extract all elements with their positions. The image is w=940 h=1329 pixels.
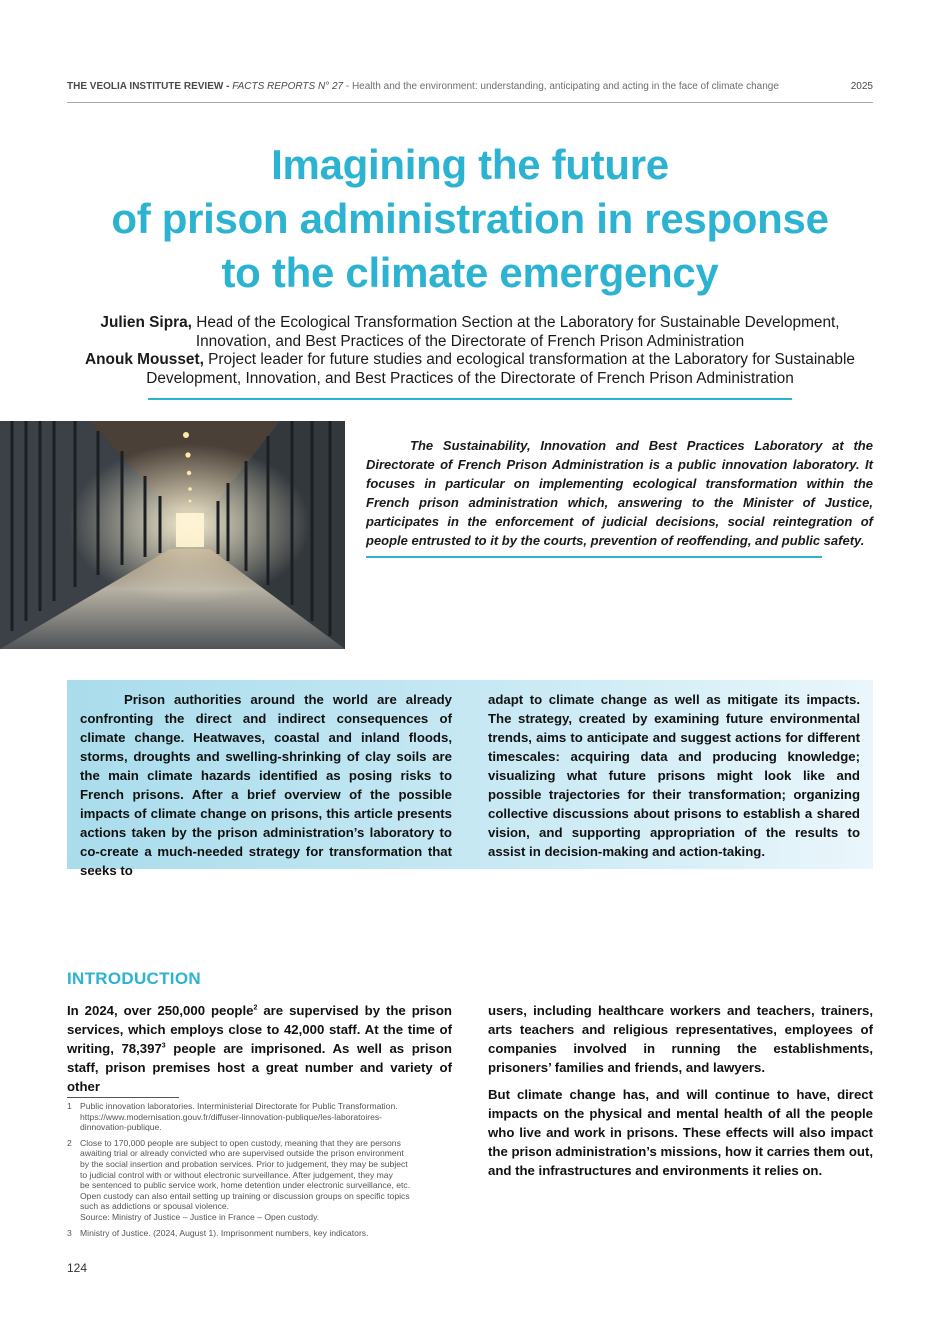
series-name: FACTS REPORTS N° 27 xyxy=(232,81,344,92)
footnote-line: be sentenced to public service work, home detention under electronic surveillance, etc. xyxy=(80,1180,411,1191)
title-line-1: Imagining the future xyxy=(271,141,669,188)
running-header xyxy=(67,81,873,103)
footnote-line: such as addictions or spousal violence. xyxy=(80,1201,230,1212)
intro-text-2: are supervised by the prison services, which employs close to 42,000 staff. At the time of writing, 78,397 xyxy=(67,1003,452,1056)
prison-corridor-photo xyxy=(0,421,345,649)
authors-divider xyxy=(148,398,792,400)
intro-text-1: In 2024, over 250,000 people xyxy=(67,1003,254,1018)
abstract-column-1 xyxy=(80,690,452,880)
footnote-divider xyxy=(67,1097,179,1098)
footnote-text xyxy=(80,1228,452,1239)
footnote-line: to judicial control with or without electronic surveillance. After judgement, they may xyxy=(80,1169,393,1180)
title-line-3: to the climate emergency xyxy=(221,249,719,296)
footnotes xyxy=(67,1101,452,1243)
footnote-text xyxy=(80,1101,452,1133)
journal-name: THE VEOLIA INSTITUTE REVIEW - xyxy=(67,81,233,92)
footnote-line: Open custody can also entail setting up training or discussion groups on specific topics xyxy=(80,1190,410,1201)
introduction-column-2 xyxy=(488,1001,873,1188)
footnote-number: 2 xyxy=(67,1137,72,1148)
section-heading-introduction: INTRODUCTION xyxy=(67,969,201,988)
page-number: 124 xyxy=(67,1261,88,1275)
footnote-link[interactable]: dinnovation-publique. xyxy=(80,1122,162,1133)
footnote-line: Public innovation laboratories. Interministerial Directorate for Public Transformation. xyxy=(80,1101,398,1111)
abstract-text-1: Prison authorities around the world are already confronting the direct and indirect consequences of climate change. Heatwaves, coastal and inland floods, storms, droughts and swelling-shrinking of clay soils are the main climate hazards identified as posing risks to French prisons. After a brief overview of the possible impacts of climate change on prisons, this article presents actions taken by the prison administration’s laboratory to co-create a much-needed strategy for transformation that seeks to xyxy=(80,692,452,878)
footnote-line: by the social insertion and probation services. Prior to judgement, they may be subject xyxy=(80,1158,408,1169)
author-1 xyxy=(80,314,860,351)
author-2 xyxy=(80,351,860,388)
intro-paragraph-continued: users, including healthcare workers and teachers, trainers, arts teachers and religious representatives, employees of companies involved in running the establishments, prisoners’ families and friends, and lawyers. xyxy=(488,1003,873,1075)
footnote-number: 1 xyxy=(67,1101,72,1111)
lab-intro-paragraph xyxy=(366,436,873,550)
footnote-number: 3 xyxy=(67,1227,72,1238)
author-list xyxy=(80,314,860,388)
footnote-ref-2[interactable]: 2 xyxy=(253,1004,258,1012)
article-title xyxy=(60,138,880,300)
intro-text-3: people are imprisoned. As well as prison staff, prison premises host a great number and variety of other xyxy=(67,1041,452,1094)
title-line-2: of prison administration in response xyxy=(111,195,829,242)
footnote-link[interactable]: https://www.modernisation.gouv.fr/diffuser-linnovation-publique/les-laboratoires- xyxy=(80,1111,383,1122)
author-1-name: Julien Sipra, xyxy=(100,314,192,331)
footnote-1 xyxy=(67,1101,452,1133)
author-2-role: Project leader for future studies and ecological transformation at the Laboratory for Sustainable Development, Innovation, and Best Practices of the Directorate of French Prison Administration xyxy=(146,351,855,387)
introduction-column-1 xyxy=(67,1001,452,1096)
footnote-line: awaiting trial or already convicted who are supervised outside the prison environment xyxy=(80,1148,404,1159)
abstract-column-2: adapt to climate change as well as mitigate its impacts. The strategy, created by examining future environmental trends, aims to anticipate and suggest actions for different timescales: acquiring data and producing knowledge; visualizing what future prisons might look like and possible trajectories for their transformation; organizing collective discussions about prisons to establish a shared vision, and supporting appropriation of the results to assist in decision-making and action-taking. xyxy=(488,692,860,859)
footnote-line: Source: Ministry of Justice – Justice in France – Open custody. xyxy=(80,1211,320,1222)
footnote-ref-3[interactable]: 3 xyxy=(161,1042,166,1050)
intro-divider xyxy=(366,556,822,558)
footnote-2 xyxy=(67,1138,452,1223)
footnote-line: Close to 170,000 people are subject to open custody, meaning that they are persons xyxy=(80,1137,401,1148)
abstract-box xyxy=(67,680,873,878)
issue-year: 2025 xyxy=(850,81,873,92)
author-1-role: Head of the Ecological Transformation Section at the Laboratory for Sustainable Development, Innovation, and Best Practices of the Directorate of French Prison Administration xyxy=(191,314,840,350)
footnote-line: Ministry of Justice. (2024, August 1). Imprisonment numbers, key indicators. xyxy=(80,1227,369,1238)
intro-paragraph-climate: But climate change has, and will continue to have, direct impacts on the physical and mental health of all the people who live and work in prisons. These effects will also impact the prison administration’s missions, how it carries them out, and the infrastructures and environments it relies on. xyxy=(488,1087,873,1178)
lab-intro-text: at the Directorate of French Prison Administration is a public innovation laboratory. It focuses in particular on implementing ecological transformation within the French prison administration which, answering to the Minister of Justice, participates in the enforcement of judicial decisions, social reintegration of people entrusted to it by the courts, prevention of reoffending, and public safety. xyxy=(366,438,873,548)
footnote-3 xyxy=(67,1228,452,1239)
author-2-name: Anouk Mousset, xyxy=(85,351,204,368)
lab-name: The Sustainability, Innovation and Best Practices Laboratory xyxy=(410,438,823,453)
issue-topic: - Health and the environment: understanding, anticipating and acting in the face of climate change xyxy=(343,81,779,92)
footnote-text xyxy=(80,1138,452,1223)
